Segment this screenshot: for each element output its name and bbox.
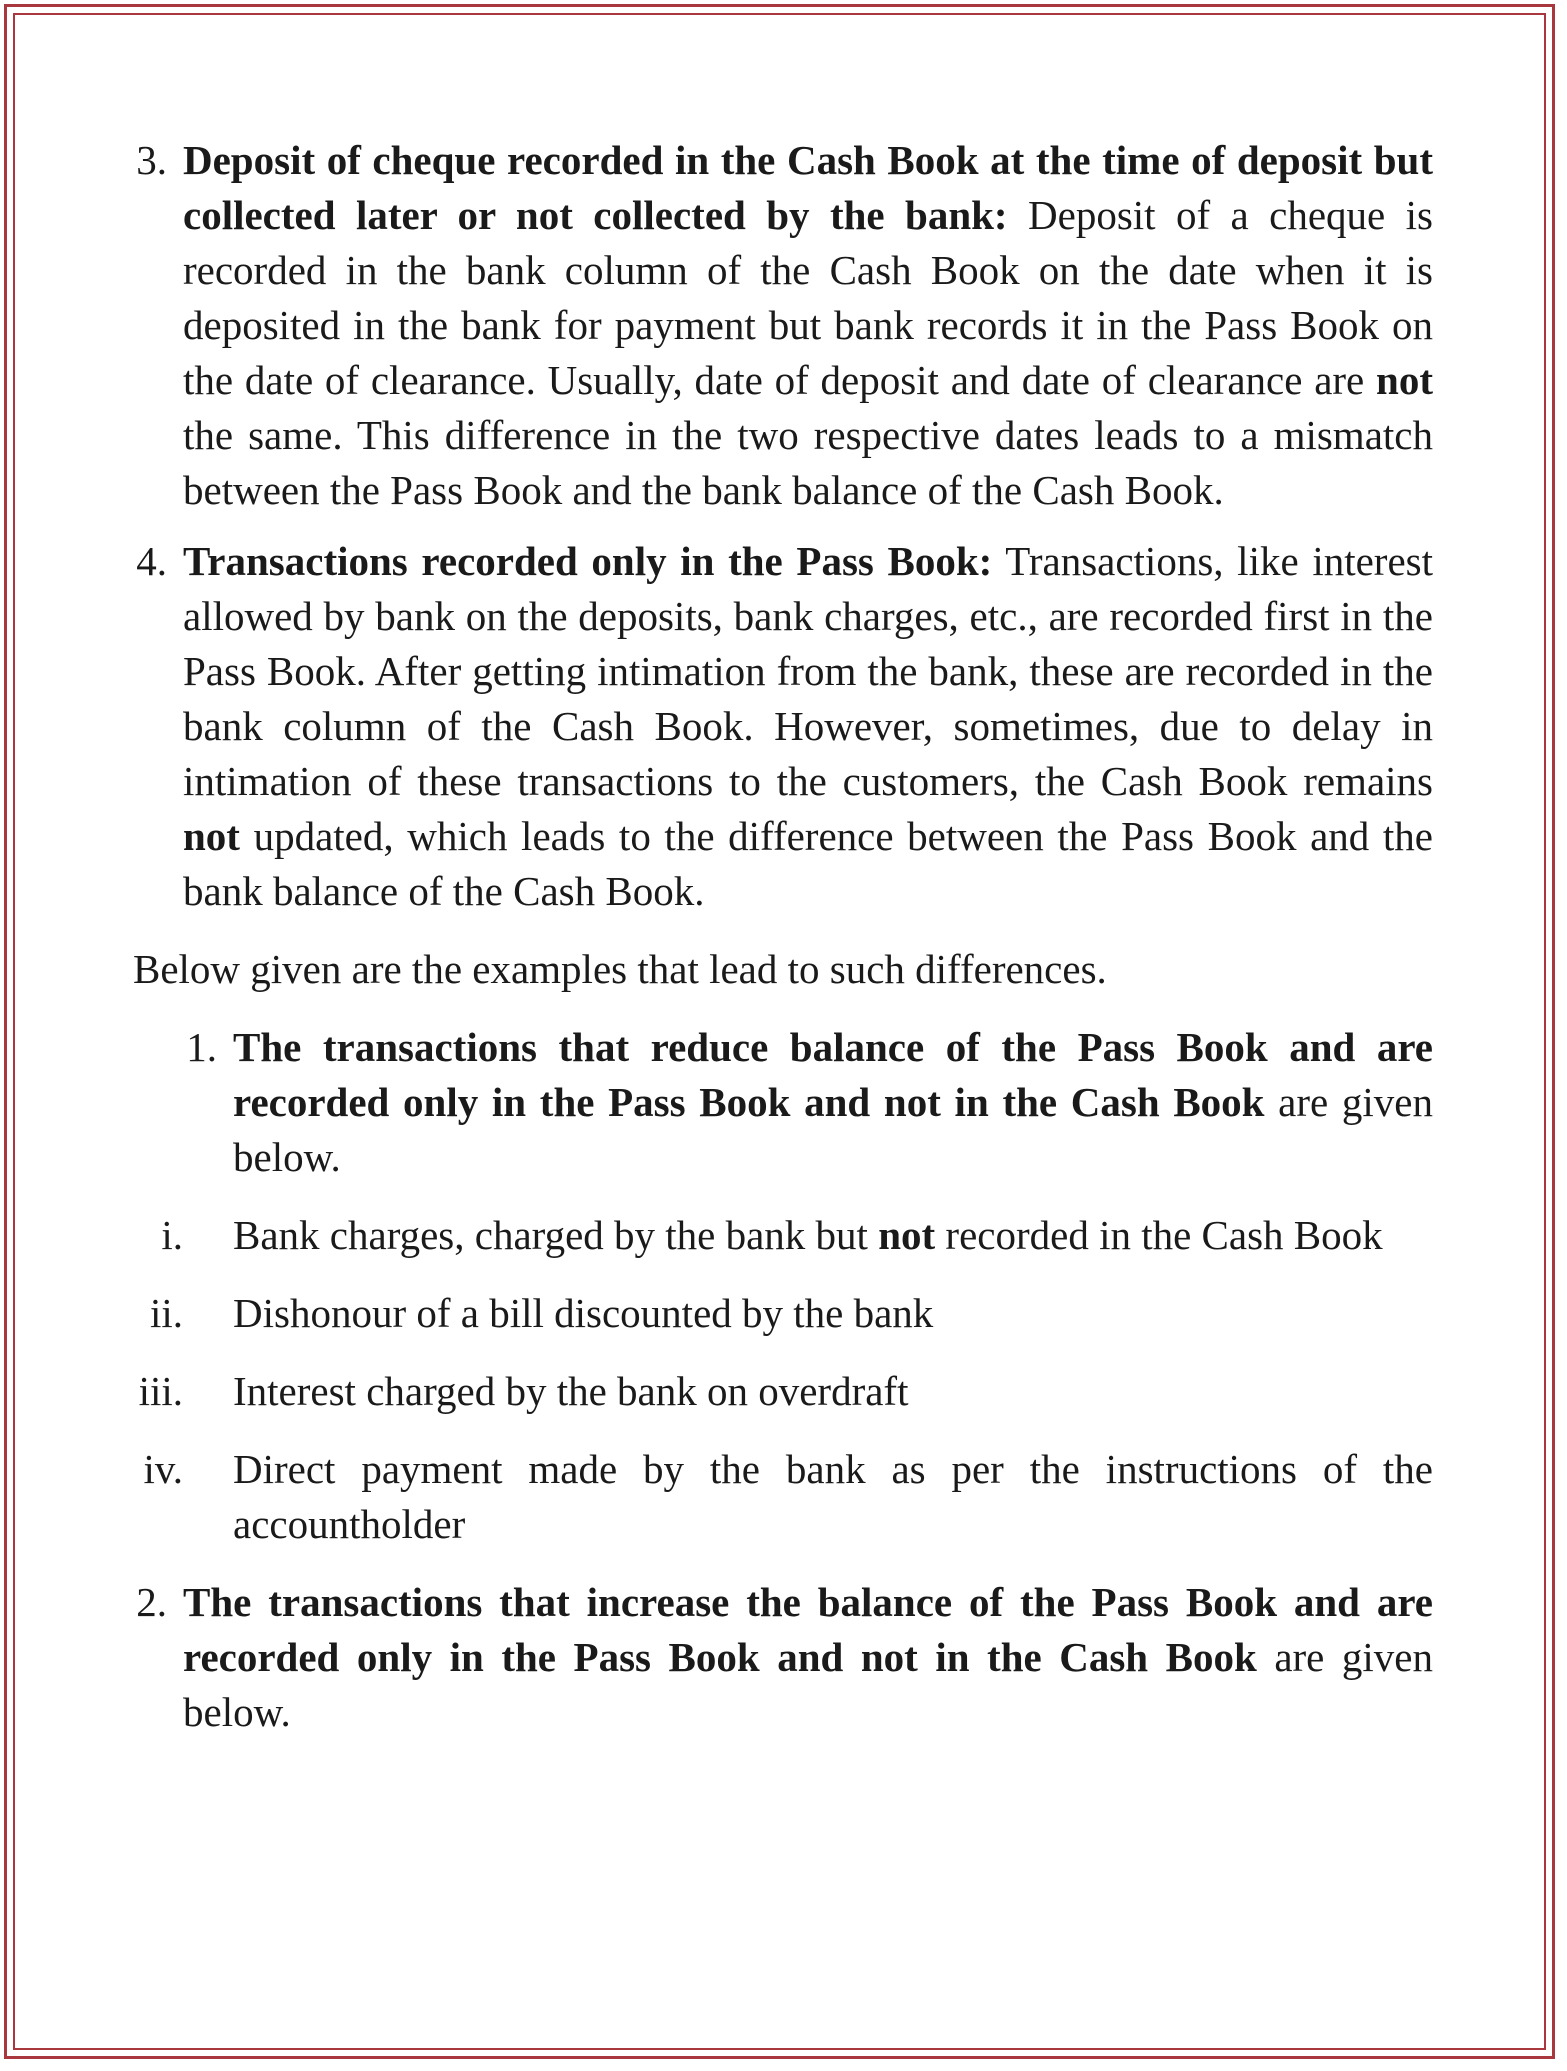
item-text: Direct payment made by the bank as per the instructions of the accountholder [233,1446,1433,1547]
list-number: 4. [136,538,167,584]
emphasis-not: not [878,1212,936,1258]
roman-item-i [133,1208,1433,1263]
item-heading: Deposit of cheque recorded in the Cash Book at the time of deposit but collected later or not collected by the bank: [183,137,1433,238]
example-item-1 [133,1020,1433,1185]
item-text: Deposit of a cheque is recorded in the bank column of the Cash Book on the date when it is deposited in the bank for payment but bank records it in the Pass Book on the date of clearance. Usually, date of deposit and date of clearance are [183,192,1433,403]
list-number: 1. [186,1024,217,1070]
item-text: are given below. [233,1079,1433,1180]
item-text: updated, which leads to the difference between the Pass Book and the bank balance of the Cash Book. [183,813,1433,914]
example-item-2 [133,1575,1433,1740]
list-item-4 [133,534,1433,919]
item-text: Transactions, like interest allowed by bank on the deposits, bank charges, etc., are recorded first in the Pass Book. After getting intimation from the bank, these are recorded in the bank column of the Cash Book. However, sometimes, due to delay in intimation of these transactions to the customers, the Cash Book remains [183,538,1433,804]
roman-numeral: iv. [143,1446,183,1492]
emphasis-not: not [1376,357,1433,403]
list-number: 3. [136,137,167,183]
document-body [133,133,1433,1740]
emphasis-not: not [183,813,240,859]
list-item-3 [133,133,1433,518]
roman-numeral: ii. [149,1290,183,1336]
roman-numeral: iii. [138,1368,183,1414]
item-heading: The transactions that increase the balance of the Pass Book and are recorded only in the Pass Book and not in the Cash Book [183,1579,1433,1680]
item-text: are given below. [183,1634,1434,1735]
list-number: 2. [136,1579,167,1625]
roman-numeral: i. [161,1212,183,1258]
item-text: Bank charges, charged by the bank but [233,1212,879,1258]
item-heading: The transactions that reduce balance of the Pass Book and are recorded only in the Pass Book and not in the Cash Book [233,1024,1433,1125]
item-text: Dishonour of a bill discounted by the bank [233,1290,934,1336]
roman-item-iii [133,1364,1433,1419]
item-heading: Transactions recorded only in the Pass Book: [183,538,993,584]
item-text: the same. This difference in the two respective dates leads to a mismatch between the Pass Book and the bank balance of the Cash Book. [183,412,1433,513]
item-text: recorded in the Cash Book [935,1212,1383,1258]
intro-paragraph: Below given are the examples that lead to such differences. [133,946,1107,992]
roman-item-iv [133,1442,1433,1552]
item-text: Interest charged by the bank on overdraft [233,1368,909,1414]
roman-item-ii [133,1286,1433,1341]
